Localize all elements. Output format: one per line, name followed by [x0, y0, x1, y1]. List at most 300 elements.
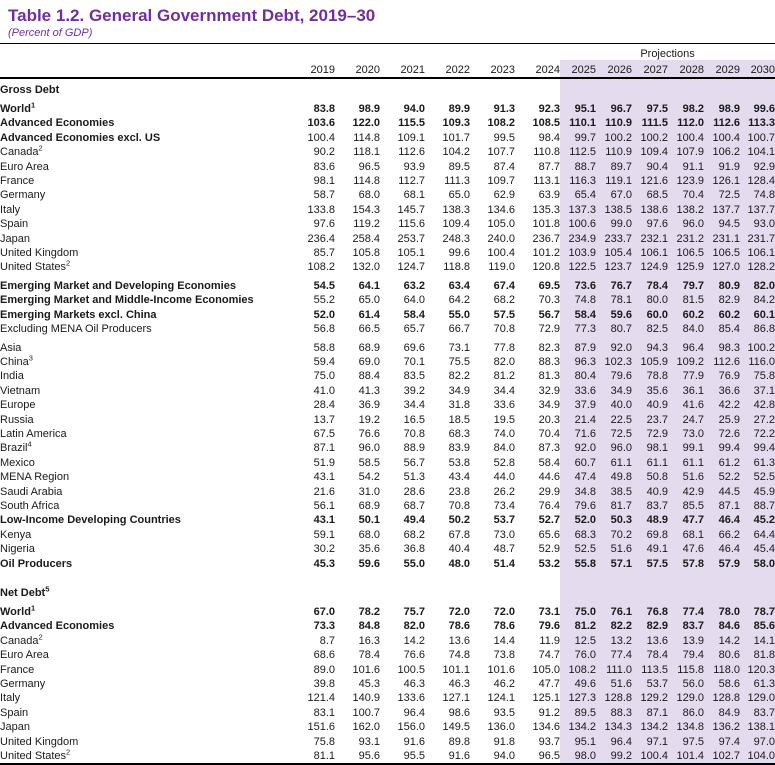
value-cell: 115.5: [398, 117, 425, 130]
value-cell: 50.2: [448, 514, 470, 527]
value-cell: 89.5: [448, 160, 470, 173]
value-cell: 100.5: [397, 663, 425, 676]
table-row: [0, 232, 775, 246]
value-cell: 126.1: [704, 174, 740, 188]
value-cell: 57.8: [668, 557, 704, 571]
value-cell: 140.9: [352, 692, 380, 705]
value-cell: 94.5: [704, 217, 740, 231]
value-cell: 70.2: [596, 528, 632, 542]
value-cell: 110.1: [560, 116, 596, 130]
value-cell: 99.4: [704, 441, 740, 455]
value-cell: 72.0: [448, 606, 470, 618]
value-cell: 34.9: [596, 384, 632, 398]
value-cell: 93.7: [538, 735, 560, 748]
value-cell: 88.3: [596, 706, 632, 720]
year-column-header: 2021: [400, 63, 425, 76]
table-row: [0, 217, 775, 231]
value-cell: 20.3: [538, 413, 560, 426]
value-cell: 91.3: [493, 103, 515, 115]
value-cell: 106.5: [704, 246, 740, 260]
table-row: [0, 557, 775, 571]
empty-cell: [335, 582, 380, 601]
table-subtitle: (Percent of GDP): [8, 27, 93, 39]
value-cell: 112.6: [704, 116, 740, 130]
value-cell: 53.7: [632, 677, 668, 691]
value-cell: 118.8: [443, 261, 470, 274]
value-cell: 73.4: [493, 499, 515, 512]
row-label: Canada$^2$: [0, 632, 43, 647]
value-cell: 113.5: [632, 663, 668, 677]
value-cell: 134.6: [532, 721, 560, 734]
table-row: [0, 398, 775, 412]
value-cell: 61.3: [740, 677, 775, 691]
value-cell: 234.9: [560, 232, 596, 246]
value-cell: 122.5: [560, 260, 596, 274]
empty-cell: [380, 78, 425, 98]
value-cell: 24.7: [668, 413, 704, 427]
value-cell: 42.2: [704, 398, 740, 412]
value-cell: 78.1: [596, 293, 632, 307]
value-cell: 240.0: [487, 232, 515, 245]
table-row: [0, 355, 775, 369]
value-cell: 96.5: [358, 160, 380, 173]
value-cell: 101.2: [532, 247, 560, 260]
year-column-header: 2025: [560, 60, 596, 78]
value-cell: 91.1: [668, 160, 704, 174]
value-cell: 72.6: [704, 427, 740, 441]
value-cell: 34.9: [538, 399, 560, 412]
value-cell: 100.6: [560, 217, 596, 231]
value-cell: 102.7: [704, 749, 740, 764]
value-cell: 110.9: [596, 145, 632, 159]
value-cell: 105.0: [487, 218, 515, 231]
value-cell: 125.1: [532, 692, 560, 705]
empty-cell: [704, 571, 740, 582]
value-cell: 65.0: [448, 189, 470, 202]
value-cell: 232.1: [632, 232, 668, 246]
row-label: Japan: [0, 721, 30, 734]
value-cell: 236.4: [307, 232, 335, 245]
value-cell: 28.4: [313, 399, 335, 412]
value-cell: 68.2: [493, 294, 515, 307]
table-row: [0, 634, 775, 648]
value-cell: 47.6: [668, 542, 704, 556]
value-cell: 79.6: [560, 499, 596, 513]
value-cell: 92.3: [538, 103, 560, 115]
value-cell: 112.6: [704, 355, 740, 369]
value-cell: 236.7: [532, 232, 560, 245]
value-cell: 51.3: [403, 471, 425, 484]
value-cell: 75.0: [560, 601, 596, 619]
value-cell: 124.9: [632, 260, 668, 274]
value-cell: 87.7: [538, 160, 560, 173]
value-cell: 81.2: [560, 619, 596, 633]
value-cell: 120.3: [740, 663, 775, 677]
value-cell: 124.7: [397, 261, 425, 274]
row-label: Emerging Market and Middle-Income Economies: [0, 294, 254, 307]
empty-cell: [290, 78, 335, 98]
value-cell: 98.1: [632, 441, 668, 455]
value-cell: 46.2: [493, 678, 515, 691]
value-cell: 57.5: [632, 557, 668, 571]
table-row: [0, 735, 775, 749]
value-cell: 27.2: [740, 413, 775, 427]
row-label: Excluding MENA Oil Producers: [0, 323, 152, 336]
value-cell: 91.6: [403, 735, 425, 748]
value-cell: 108.2: [307, 261, 335, 274]
row-label: World$^1$: [0, 603, 36, 618]
value-cell: 29.9: [538, 485, 560, 498]
value-cell: 78.7: [740, 601, 775, 619]
value-cell: 67.8: [448, 528, 470, 541]
value-cell: 47.7: [668, 513, 704, 527]
value-cell: 112.7: [398, 175, 425, 188]
document-page: [0, 6, 775, 763]
value-cell: 47.7: [538, 678, 560, 691]
value-cell: 72.2: [740, 427, 775, 441]
value-cell: 54.5: [313, 279, 335, 292]
empty-cell: [704, 582, 740, 601]
section-spacer-row: [0, 571, 775, 582]
value-cell: 39.2: [403, 384, 425, 397]
value-cell: 82.0: [493, 355, 515, 368]
table-row: [0, 337, 775, 355]
value-cell: 91.6: [448, 750, 470, 763]
value-cell: 82.2: [448, 370, 470, 383]
value-cell: 109.7: [487, 175, 515, 188]
value-cell: 79.4: [668, 648, 704, 662]
row-label: Germany: [0, 678, 46, 691]
value-cell: 98.1: [313, 175, 335, 188]
row-label: Spain: [0, 218, 29, 231]
value-cell: 123.7: [596, 260, 632, 274]
value-cell: 40.9: [632, 398, 668, 412]
value-cell: 97.6: [313, 218, 335, 231]
row-label: Latin America: [0, 427, 67, 440]
row-label: Oil Producers: [0, 557, 73, 570]
value-cell: 83.5: [403, 370, 425, 383]
value-cell: 30.2: [313, 543, 335, 556]
value-cell: 68.1: [403, 189, 425, 202]
value-cell: 97.1: [632, 735, 668, 749]
value-cell: 78.4: [632, 275, 668, 293]
empty-cell: [596, 571, 632, 582]
value-cell: 14.1: [740, 634, 775, 648]
value-cell: 33.6: [560, 384, 596, 398]
value-cell: 129.2: [632, 691, 668, 705]
value-cell: 105.8: [352, 247, 380, 260]
value-cell: 47.4: [560, 470, 596, 484]
value-cell: 116.3: [560, 174, 596, 188]
empty-cell: [425, 571, 470, 582]
value-cell: 91.2: [538, 706, 560, 719]
value-cell: 56.0: [668, 677, 704, 691]
row-label: Spain: [0, 706, 29, 719]
value-cell: 96.4: [403, 706, 425, 719]
value-cell: 21.4: [560, 413, 596, 427]
value-cell: 69.8: [632, 528, 668, 542]
value-cell: 61.1: [596, 456, 632, 470]
value-cell: 104.1: [740, 145, 775, 159]
value-cell: 105.4: [596, 246, 632, 260]
table-row: [0, 275, 775, 293]
value-cell: 137.7: [704, 203, 740, 217]
value-cell: 74.7: [538, 649, 560, 662]
value-cell: 42.8: [740, 398, 775, 412]
value-cell: 70.3: [538, 294, 560, 307]
value-cell: 72.5: [596, 427, 632, 441]
section-heading-row: [0, 582, 775, 601]
value-cell: 52.9: [538, 543, 560, 556]
value-cell: 107.9: [668, 145, 704, 159]
row-label: Mexico: [0, 456, 35, 469]
table-row: [0, 145, 775, 159]
value-cell: 48.9: [632, 513, 668, 527]
table-row: [0, 720, 775, 734]
value-cell: 13.2: [596, 634, 632, 648]
value-cell: 105.0: [532, 663, 560, 676]
value-cell: 86.8: [740, 322, 775, 336]
value-cell: 95.6: [358, 750, 380, 763]
value-cell: 56.7: [403, 456, 425, 469]
row-label: Emerging Market and Developing Economies: [0, 279, 236, 292]
empty-cell: [515, 78, 560, 98]
value-cell: 76.7: [596, 275, 632, 293]
value-cell: 151.6: [307, 721, 335, 734]
value-cell: 74.8: [448, 649, 470, 662]
row-label: China$^3$: [0, 353, 33, 368]
value-cell: 61.2: [704, 456, 740, 470]
value-cell: 68.7: [403, 499, 425, 512]
value-cell: 98.9: [704, 98, 740, 116]
row-label: South Africa: [0, 499, 60, 512]
value-cell: 98.2: [668, 98, 704, 116]
value-cell: 56.1: [313, 499, 335, 512]
value-cell: 98.0: [560, 749, 596, 764]
value-cell: 65.7: [403, 323, 425, 336]
value-cell: 96.3: [560, 355, 596, 369]
value-cell: 82.2: [596, 619, 632, 633]
table-row: [0, 542, 775, 556]
value-cell: 83.7: [740, 706, 775, 720]
value-cell: 97.0: [740, 735, 775, 749]
empty-cell: [740, 571, 775, 582]
row-label: Saudi Arabia: [0, 485, 63, 498]
value-cell: 119.0: [488, 261, 515, 274]
value-cell: 87.9: [560, 337, 596, 355]
year-column-header: 2028: [668, 60, 704, 78]
value-cell: 87.3: [538, 442, 560, 455]
value-cell: 41.3: [358, 384, 380, 397]
value-cell: 134.2: [632, 720, 668, 734]
empty-cell: [596, 582, 632, 601]
value-cell: 73.0: [668, 427, 704, 441]
table-row: [0, 308, 775, 322]
value-cell: 74.8: [740, 188, 775, 202]
value-cell: 14.4: [493, 634, 515, 647]
value-cell: 42.9: [668, 485, 704, 499]
value-cell: 133.8: [307, 203, 335, 216]
value-cell: 18.5: [448, 413, 470, 426]
value-cell: 46.3: [448, 678, 470, 691]
row-label: Advanced Economies: [0, 117, 115, 130]
value-cell: 68.5: [632, 188, 668, 202]
row-label: Europe: [0, 399, 36, 412]
value-cell: 107.7: [487, 146, 515, 159]
value-cell: 101.4: [668, 749, 704, 764]
value-cell: 84.8: [358, 620, 380, 633]
table-row: [0, 691, 775, 705]
footnote-marker: 2: [66, 747, 71, 757]
value-cell: 121.6: [632, 174, 668, 188]
value-cell: 70.4: [538, 427, 560, 440]
value-cell: 91.8: [493, 735, 515, 748]
value-cell: 136.0: [487, 721, 515, 734]
value-cell: 97.4: [704, 735, 740, 749]
value-cell: 99.4: [740, 441, 775, 455]
value-cell: 55.0: [448, 308, 470, 321]
value-cell: 127.0: [704, 260, 740, 274]
table-row: [0, 413, 775, 427]
year-column-header: 2023: [490, 63, 515, 76]
value-cell: 59.6: [596, 308, 632, 322]
value-cell: 149.5: [442, 721, 470, 734]
row-label: Emerging Markets excl. China: [0, 308, 157, 321]
value-cell: 16.3: [358, 634, 380, 647]
value-cell: 85.4: [704, 322, 740, 336]
empty-cell: [380, 571, 425, 582]
value-cell: 72.0: [493, 606, 515, 618]
value-cell: 110.8: [533, 146, 560, 159]
row-label: MENA Region: [0, 471, 70, 484]
value-cell: 51.4: [493, 557, 515, 570]
value-cell: 58.0: [740, 557, 775, 571]
value-cell: 78.2: [358, 606, 380, 618]
value-cell: 81.7: [596, 499, 632, 513]
empty-cell: [0, 571, 290, 582]
footnote-marker: 2: [66, 258, 71, 268]
table-row: [0, 499, 775, 513]
value-cell: 64.2: [448, 294, 470, 307]
value-cell: 114.8: [353, 175, 380, 188]
value-cell: 56.7: [538, 308, 560, 321]
value-cell: 115.8: [668, 663, 704, 677]
value-cell: 60.1: [740, 308, 775, 322]
value-cell: 80.7: [596, 322, 632, 336]
table-row: [0, 513, 775, 527]
value-cell: 92.0: [596, 337, 632, 355]
value-cell: 68.9: [358, 341, 380, 354]
value-cell: 138.5: [596, 203, 632, 217]
table-row: [0, 663, 775, 677]
value-cell: 68.9: [358, 499, 380, 512]
value-cell: 129.0: [668, 691, 704, 705]
value-cell: 76.9: [704, 369, 740, 383]
value-cell: 58.5: [358, 456, 380, 469]
empty-cell: [470, 582, 515, 601]
value-cell: 54.2: [358, 471, 380, 484]
value-cell: 72.9: [538, 323, 560, 336]
value-cell: 76.1: [596, 601, 632, 619]
value-cell: 96.0: [358, 442, 380, 455]
value-cell: 103.9: [560, 246, 596, 260]
table-row: [0, 677, 775, 691]
value-cell: 73.3: [313, 620, 335, 633]
value-cell: 231.7: [740, 232, 775, 246]
table-title: Table 1.2. General Government Debt, 2019–30: [8, 6, 376, 25]
years-row-label-spacer: [0, 60, 290, 78]
empty-cell: [668, 78, 704, 98]
value-cell: 100.4: [307, 131, 335, 144]
value-cell: 64.1: [358, 279, 380, 292]
value-cell: 74.0: [493, 427, 515, 440]
table-row: [0, 528, 775, 542]
value-cell: 98.4: [538, 131, 560, 144]
value-cell: 258.4: [352, 232, 380, 245]
value-cell: 108.5: [532, 117, 560, 130]
value-cell: 100.2: [596, 131, 632, 145]
value-cell: 94.3: [632, 337, 668, 355]
value-cell: 75.8: [313, 735, 335, 748]
table-row: [0, 98, 775, 116]
value-cell: 55.0: [403, 557, 425, 570]
year-column-header: 2024: [535, 63, 560, 76]
value-cell: 84.0: [493, 442, 515, 455]
value-cell: 63.2: [403, 279, 425, 292]
value-cell: 49.1: [632, 542, 668, 556]
value-cell: 162.0: [352, 721, 380, 734]
years-row: [0, 60, 775, 78]
row-label: Nigeria: [0, 543, 35, 556]
empty-cell: [632, 582, 668, 601]
row-label: United States$^2$: [0, 747, 71, 763]
value-cell: 36.9: [358, 399, 380, 412]
value-cell: 82.0: [740, 275, 775, 293]
value-cell: 76.8: [632, 601, 668, 619]
footnote-marker: 2: [38, 632, 43, 642]
value-cell: 96.0: [596, 441, 632, 455]
value-cell: 100.2: [632, 131, 668, 145]
value-cell: 79.7: [668, 275, 704, 293]
value-cell: 78.0: [704, 601, 740, 619]
value-cell: 37.1: [740, 384, 775, 398]
value-cell: 128.4: [740, 174, 775, 188]
row-label: Kenya: [0, 528, 32, 541]
value-cell: 84.0: [668, 322, 704, 336]
value-cell: 87.4: [493, 160, 515, 173]
value-cell: 64.0: [403, 294, 425, 307]
row-label: Net Debt$^5$: [0, 584, 50, 599]
value-cell: 41.6: [668, 398, 704, 412]
value-cell: 100.2: [740, 337, 775, 355]
value-cell: 91.9: [704, 160, 740, 174]
value-cell: 50.8: [632, 470, 668, 484]
row-label: Vietnam: [0, 384, 41, 397]
row-label: United Kingdom: [0, 735, 79, 748]
value-cell: 87.1: [313, 442, 335, 455]
value-cell: 34.9: [448, 384, 470, 397]
value-cell: 26.2: [493, 485, 515, 498]
table-row: [0, 485, 775, 499]
table-row: [0, 749, 775, 764]
value-cell: 36.6: [704, 384, 740, 398]
value-cell: 12.5: [560, 634, 596, 648]
row-label: India: [0, 370, 24, 383]
value-cell: 51.6: [596, 677, 632, 691]
value-cell: 66.5: [358, 323, 380, 336]
value-cell: 50.1: [358, 514, 380, 527]
value-cell: 80.4: [560, 369, 596, 383]
